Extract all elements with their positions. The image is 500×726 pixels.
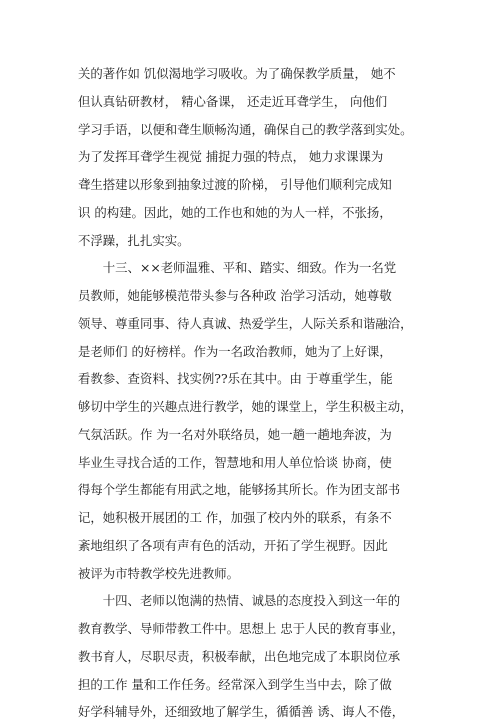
paragraph-13-start: 十三、××老师温雅、平和、踏实、细致。作为一名党 bbox=[78, 260, 397, 276]
paragraph-14-start: 十四、老师以饱满的热情、诚恳的态度投入到这一年的 bbox=[78, 593, 401, 609]
text-line: 但认真钻研教材， 精心备课， 还走近耳聋学生， 向他们 bbox=[78, 93, 388, 109]
text-line: 聋生搭建以形象到抽象过渡的阶梯， 引导他们顺利完成知 bbox=[78, 177, 392, 192]
text-line: 毕业生寻找合适的工作，智慧地和用人单位恰谈 协商，使 bbox=[78, 454, 392, 470]
text-line: 为了发挥耳聋学生视觉 捕捉力强的特点， 她力求课课为 bbox=[78, 149, 384, 165]
text-line: 得每个学生都能有用武之地，能够扬其所长。作为团支部书 bbox=[78, 482, 401, 498]
text-line: 领导、尊重同事、待人真诚、热爱学生，人际关系和谐融洽， bbox=[78, 315, 413, 331]
text-line: 关的著作如 饥似渴地学习吸收。为了确保教学质量， 她不 bbox=[78, 66, 396, 81]
text-line: 是老师们 的好榜样。作为一名政治教师，她为了上好课， bbox=[78, 343, 392, 359]
text-line: 识 的构建。因此，她的工作也和她的为人一样，不张扬， bbox=[78, 204, 392, 220]
text-line: 气氛活跃。作 为一名对外联络员，她一趟一趟地奔波，为 bbox=[78, 426, 392, 442]
body-text bbox=[78, 60, 436, 726]
text-line: 够切中学生的兴趣点进行教学，她的课堂上，学生积极主动， bbox=[78, 399, 413, 414]
text-line: 员教师，她能够模范带头参与各种政 治学习活动，她尊敬 bbox=[78, 288, 392, 303]
text-line: 看教参、查资料、找实例??乐在其中。由 于尊重学生，能 bbox=[78, 371, 393, 387]
text-line: 记，她积极开展团的工 作，加强了校内外的联系，有条不 bbox=[78, 510, 392, 525]
text-line: 学习手语，以便和聋生顺畅沟通，确保自己的教学落到实处。 bbox=[78, 121, 413, 137]
text-line: 紊地组织了各项有声有色的活动，开拓了学生视野。因此 bbox=[78, 537, 388, 553]
text-line: 担的工作 量和工作任务。经常深入到学生当中去，除了做 bbox=[78, 676, 392, 692]
text-line: 教育教学、导师带教工件中。思想上 忠于人民的教育事业， bbox=[78, 621, 405, 636]
text-line: 好学科辅导外，还细致地了解学生，循循善 诱、诲人不倦， bbox=[78, 704, 405, 720]
text-line: 被评为市特教学校先进教师。 bbox=[78, 565, 240, 581]
text-line: 不浮躁，扎扎实实。 bbox=[78, 232, 190, 248]
text-line: 教书育人，尽职尽责，积极奉献，出色地完成了本职岗位承 bbox=[78, 648, 401, 664]
